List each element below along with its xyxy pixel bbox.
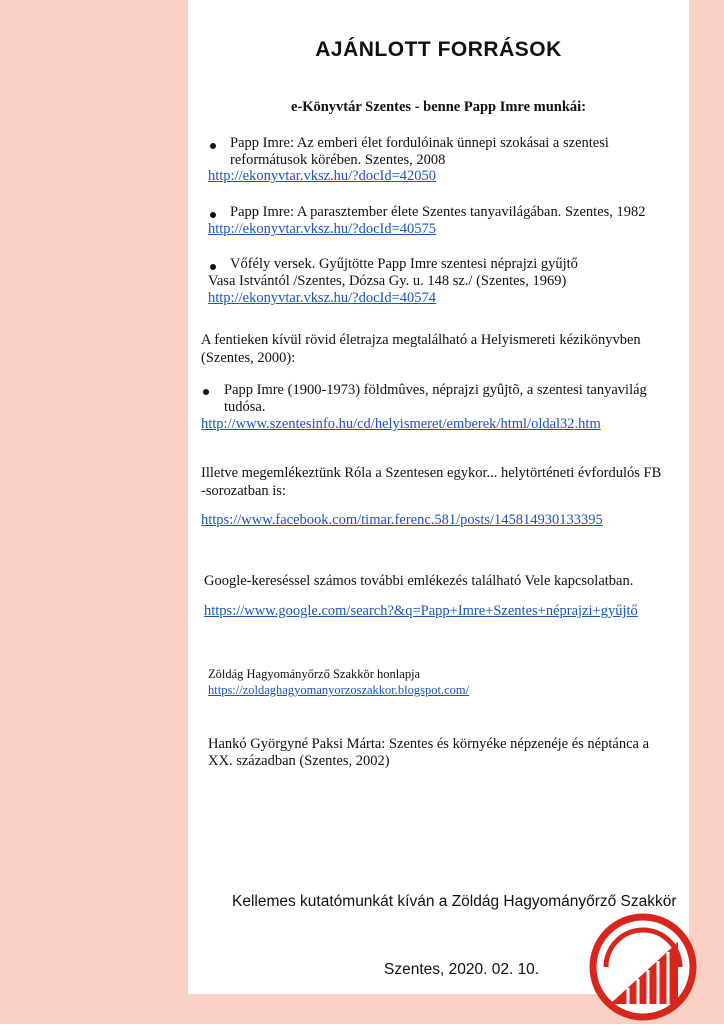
helyismeret-item-line2: tudósa. [224,399,266,415]
ekonyvtar-item-1-line2: reformátusok körében. Szentes, 2008 [230,152,446,168]
footer-wish: Kellemes kutatómunkát kíván a Zöldág Hagyományőrző Szakkör [232,893,677,910]
left-decorative-band [0,0,188,1024]
facebook-line2: -sorozatban is: [201,483,286,499]
bullet-icon [210,212,216,218]
facebook-line1: Illetve megemlékeztünk Róla a Szentesen egykor... helytörténeti évfordulós FB [201,465,662,481]
helyismeret-link[interactable]: http://www.szentesinfo.hu/cd/helyismeret/emberek/html/oldal32.htm [201,416,601,432]
ekonyvtar-item-3-line1: Vőfély versek. Gyűjtötte Papp Imre szentesi néprajzi gyűjtő [230,256,578,272]
ekonyvtar-item-2-line1: Papp Imre: A parasztember élete Szentes tanyavilágában. Szentes, 1982 [230,204,646,220]
ekonyvtar-item-2-link[interactable]: http://ekonyvtar.vksz.hu/?docId=40575 [208,221,437,237]
ekonyvtar-item-3-link[interactable]: http://ekonyvtar.vksz.hu/?docId=40574 [208,290,437,306]
helyismeret-intro-line1: A fentieken kívül rövid életrajza megtalálható a Helyismereti kézikönyvben [201,332,641,348]
ekonyvtar-item-1-link[interactable]: http://ekonyvtar.vksz.hu/?docId=42050 [208,168,437,184]
szakkor-line: Zöldág Hagyományőrző Szakkör honlapja [208,667,421,681]
ekonyvtar-item-1-line1: Papp Imre: Az emberi élet fordulóinak ünnepi szokásai a szentesi [230,135,609,151]
zoldag-logo-icon [588,912,698,1022]
bullet-icon [203,389,209,395]
google-link[interactable]: https://www.google.com/search?&q=Papp+Imre+Szentes+néprajzi+gyűjtő [204,603,638,619]
bullet-icon [210,143,216,149]
google-line: Google-kereséssel számos további emlékezés található Vele kapcsolatban. [204,573,634,589]
ekonyvtar-heading: e-Könyvtár Szentes - benne Papp Imre munkái: [290,99,587,115]
hanko-line1: Hankó Györgyné Paksi Márta: Szentes és környéke népzenéje és néptánca a [208,736,650,752]
helyismeret-item-line1: Papp Imre (1900-1973) földmûves, néprajzi gyûjtõ, a szentesi tanyavilág [224,382,647,398]
right-decorative-band [689,0,724,1024]
page-title: AJÁNLOTT FORRÁSOK [315,38,562,61]
hanko-line2: XX. században (Szentes, 2002) [208,753,390,769]
bullet-icon [210,264,216,270]
facebook-link[interactable]: https://www.facebook.com/timar.ferenc.581/posts/145814930133395 [201,512,603,528]
helyismeret-intro-line2: (Szentes, 2000): [201,350,296,366]
ekonyvtar-item-3-line2: Vasa Istvántól /Szentes, Dózsa Gy. u. 148 sz./ (Szentes, 1969) [208,273,567,289]
footer-date: Szentes, 2020. 02. 10. [384,961,540,978]
szakkor-link[interactable]: https://zoldaghagyomanyorzoszakkor.blogspot.com/ [208,683,470,697]
document-page [188,0,689,994]
